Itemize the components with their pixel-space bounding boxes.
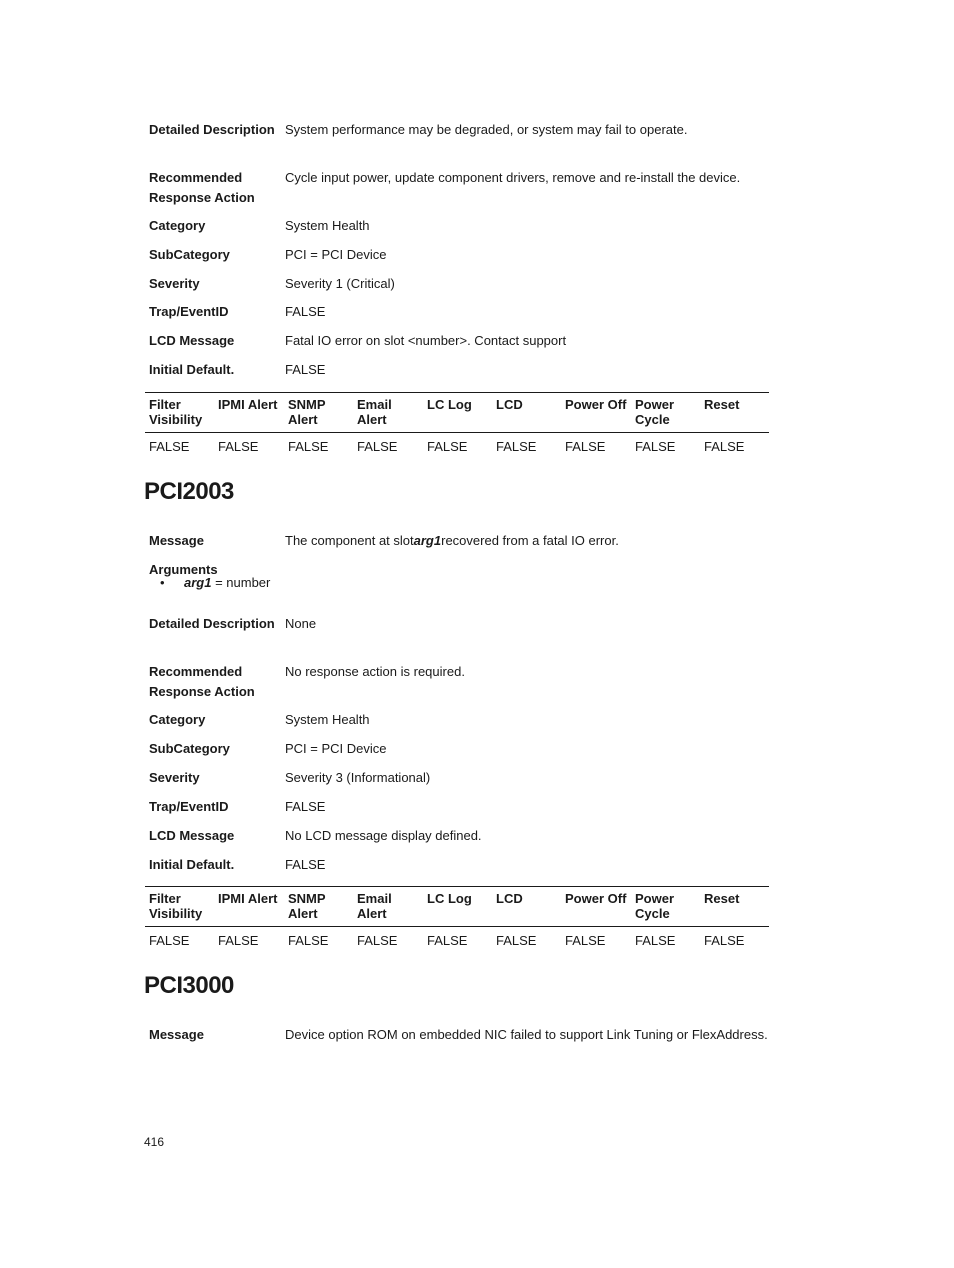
table-top-rule: [145, 392, 769, 393]
table-header-cell: SNMP Alert: [288, 397, 326, 427]
table-cell: FALSE: [635, 439, 676, 454]
table-header-cell: IPMI Alert: [218, 397, 278, 412]
argument-desc: = number: [211, 575, 271, 590]
table-cell: FALSE: [565, 439, 606, 454]
table-cell: FALSE: [149, 933, 190, 948]
table-header-cell: Reset: [704, 891, 740, 906]
field-value: FALSE: [285, 799, 326, 814]
bullet-icon: •: [160, 575, 165, 590]
table-cell: FALSE: [288, 933, 329, 948]
table-header-cell: Email Alert: [357, 397, 392, 427]
field-value: [285, 531, 785, 551]
field-label: SubCategory: [149, 741, 230, 756]
field-value: No response action is required.: [285, 664, 465, 679]
table-header-cell: LC Log: [427, 891, 472, 906]
field-label: Severity: [149, 276, 200, 291]
table-header-cell: SNMP Alert: [288, 891, 326, 921]
field-value: None: [285, 616, 317, 631]
message-arg: arg1: [413, 533, 442, 548]
field-label: SubCategory: [149, 247, 230, 262]
table-header-cell: LCD: [496, 397, 523, 412]
field-label: Recommended Response Action: [149, 170, 255, 205]
table-cell: FALSE: [218, 933, 259, 948]
table-header-cell: IPMI Alert: [218, 891, 278, 906]
field-value: FALSE: [285, 857, 326, 872]
table-header-cell: LCD: [496, 891, 523, 906]
field-label: Initial Default.: [149, 857, 235, 872]
table-top-rule: [145, 886, 769, 887]
field-value: Severity 1 (Critical): [285, 276, 395, 291]
argument-name: arg1: [184, 575, 212, 590]
field-label: Trap/EventID: [149, 799, 229, 814]
argument-item: [160, 573, 360, 592]
field-value: PCI = PCI Device: [285, 247, 387, 262]
field-label: Initial Default.: [149, 362, 235, 377]
field-value: Severity 3 (Informational): [285, 770, 431, 785]
table-header-cell: Filter Visibility: [149, 891, 203, 921]
field-label: Severity: [149, 770, 200, 785]
table-header-cell: Filter Visibility: [149, 397, 203, 427]
table-cell: FALSE: [288, 439, 329, 454]
field-label: Category: [149, 712, 206, 727]
table-header-cell: Email Alert: [357, 891, 392, 921]
field-value: FALSE: [285, 304, 326, 319]
field-label: Message: [149, 1027, 204, 1042]
table-cell: FALSE: [704, 439, 745, 454]
table-cell: FALSE: [635, 933, 676, 948]
table-cell: FALSE: [427, 933, 468, 948]
field-label: Recommended Response Action: [149, 664, 255, 699]
field-label: LCD Message: [149, 333, 235, 348]
field-value: PCI = PCI Device: [285, 741, 387, 756]
field-value: System Health: [285, 712, 370, 727]
section-title: PCI3000: [144, 972, 234, 999]
table-cell: FALSE: [218, 439, 259, 454]
field-label: Arguments: [149, 562, 218, 577]
table-header-rule: [145, 432, 769, 433]
field-label: Trap/EventID: [149, 304, 229, 319]
table-header-rule: [145, 926, 769, 927]
table-header-cell: Power Off: [565, 891, 627, 906]
field-label: Category: [149, 218, 206, 233]
field-value: FALSE: [285, 362, 326, 377]
field-value: Cycle input power, update component drivers, remove and re-install the device.: [285, 170, 741, 185]
argument-text: [184, 573, 270, 592]
table-cell: FALSE: [565, 933, 606, 948]
field-value: Fatal IO error on slot <number>. Contact support: [285, 333, 567, 348]
table-cell: FALSE: [427, 439, 468, 454]
table-cell: FALSE: [357, 933, 398, 948]
field-value: System performance may be degraded, or system may fail to operate.: [285, 122, 688, 137]
table-cell: FALSE: [149, 439, 190, 454]
table-header-cell: Power Cycle: [635, 891, 675, 921]
table-cell: FALSE: [357, 439, 398, 454]
field-label: LCD Message: [149, 828, 235, 843]
message-text: The component at slot: [285, 533, 414, 548]
field-value: Device option ROM on embedded NIC failed to support Link Tuning or FlexAddress.: [285, 1027, 768, 1042]
field-value: System Health: [285, 218, 370, 233]
table-cell: FALSE: [704, 933, 745, 948]
table-header-cell: Power Cycle: [635, 397, 675, 427]
table-header-cell: Power Off: [565, 397, 627, 412]
field-label: Detailed Description: [149, 122, 275, 137]
table-cell: FALSE: [496, 933, 537, 948]
section-title: PCI2003: [144, 478, 234, 505]
table-header-cell: Reset: [704, 397, 740, 412]
table-header-cell: LC Log: [427, 397, 472, 412]
field-label: Message: [149, 533, 204, 548]
message-text: recovered from a fatal IO error.: [441, 533, 619, 548]
table-cell: FALSE: [496, 439, 537, 454]
page-number: 416: [144, 1135, 165, 1149]
field-value: No LCD message display defined.: [285, 828, 482, 843]
field-label: Detailed Description: [149, 616, 275, 631]
